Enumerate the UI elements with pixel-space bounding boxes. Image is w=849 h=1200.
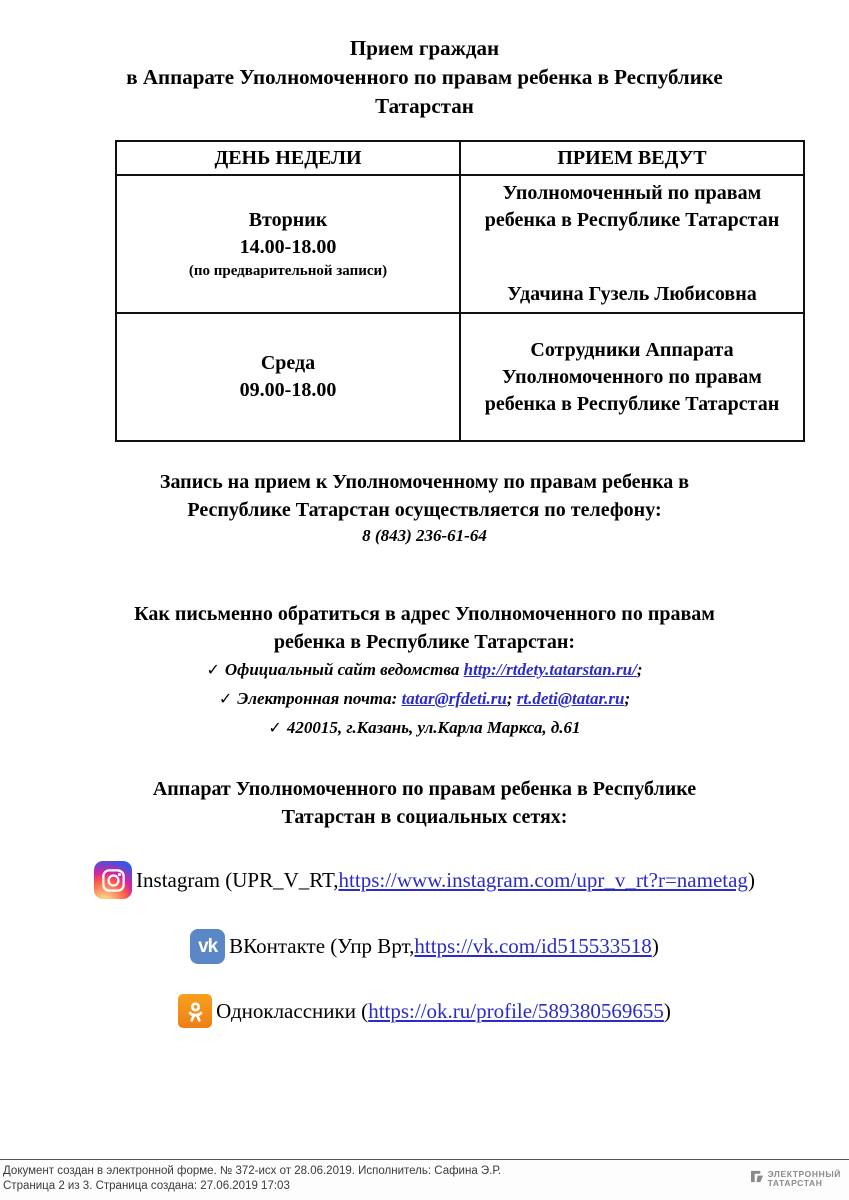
- website-link[interactable]: http://rtdety.tatarstan.ru/: [463, 660, 637, 679]
- schedule-table: [115, 140, 805, 442]
- ok-suffix: ): [663, 998, 671, 1023]
- page-title: [0, 0, 849, 121]
- footer-meta: [3, 1164, 501, 1194]
- ok-label: Одноклассники (: [216, 998, 369, 1023]
- checkmark-icon: ✓: [268, 720, 282, 737]
- social-networks-block: [0, 775, 849, 1028]
- cell-wednesday: [116, 313, 460, 441]
- instagram-suffix: ): [747, 867, 755, 892]
- instagram-link[interactable]: https://www.instagram.com/upr_v_rt?r=nametag: [338, 867, 748, 892]
- table-row: [116, 313, 804, 441]
- email-label: Электронная почта:: [237, 689, 402, 708]
- website-label: Официальный сайт ведомства: [224, 660, 464, 679]
- footer-logo-line-2: ТАТАРСТАН: [767, 1178, 823, 1188]
- vk-link[interactable]: https://vk.com/id515533518: [414, 934, 652, 958]
- staff-person: Удачина Гузель Любисовна: [507, 283, 757, 305]
- vk-label: ВКонтакте (Упр Врт,: [229, 934, 415, 958]
- vk-icon: vk: [190, 929, 225, 964]
- phone-appointment-block: [0, 468, 849, 548]
- header-reception-by: ПРИЕМ ВЕДУТ: [460, 141, 804, 175]
- contact-item-website: [0, 656, 849, 685]
- day-note: (по предварительной записи): [188, 263, 388, 279]
- instagram-icon: [94, 861, 132, 899]
- day-time: 14.00-18.00: [239, 236, 337, 258]
- electronic-tatarstan-logo-icon: [750, 1170, 765, 1188]
- social-row-instagram: [0, 861, 849, 899]
- checkmark-icon: ✓: [206, 662, 220, 679]
- instagram-label: Instagram (UPR_V_RT,: [136, 867, 339, 892]
- vk-suffix: ): [651, 934, 659, 958]
- contact-heading: [0, 600, 849, 656]
- title-line-1: Прием граждан: [349, 36, 500, 60]
- contact-item-email: [0, 685, 849, 714]
- cell-commissioner: [460, 175, 804, 313]
- footer-line-1: Документ создан в электронной форме. № 372-исх от 28.06.2019. Исполнитель: Сафина Э.Р.: [3, 1165, 502, 1177]
- title-line-3: Татарстан: [375, 94, 474, 118]
- footer-logo-text: [768, 1170, 841, 1189]
- header-day-of-week: ДЕНЬ НЕДЕЛИ: [116, 141, 460, 175]
- cell-tuesday: [116, 175, 460, 313]
- footer-logo-line-1: ЭЛЕКТРОННЫЙ: [767, 1168, 841, 1179]
- written-contact-block: [0, 600, 849, 743]
- email-link-1[interactable]: tatar@rfdeti.ru: [401, 689, 507, 708]
- electronic-tatarstan-logo: [750, 1170, 841, 1189]
- odnoklassniki-icon: [178, 994, 212, 1028]
- social-heading-line-2: Татарстан в социальных сетях:: [281, 806, 568, 828]
- contact-heading-line-1: Как письменно обратиться в адрес Уполномоченного по правам: [134, 603, 715, 625]
- contact-item-address: [0, 714, 849, 743]
- staff-title: Сотрудники Аппарата Уполномоченного по правам ребенка в Республике Татарстан: [484, 338, 780, 415]
- title-line-2: в Аппарате Уполномоченного по правам ребенка в Республике: [126, 65, 723, 89]
- social-heading-line-1: Аппарат Уполномоченного по правам ребенка в Республике: [152, 778, 697, 800]
- footer-line-2: Страница 2 из 3. Страница создана: 27.06.2019 17:03: [3, 1180, 290, 1192]
- day-name: Среда: [260, 352, 316, 374]
- phone-number: 8 (843) 236-61-64: [362, 526, 487, 545]
- cell-staff: [460, 313, 804, 441]
- phone-text-line-1: Запись на прием к Уполномоченному по правам ребенка в: [159, 471, 690, 493]
- staff-title: Уполномоченный по правам ребенка в Республике Татарстан: [484, 182, 780, 231]
- email-link-2[interactable]: rt.deti@tatar.ru: [516, 689, 625, 708]
- day-name: Вторник: [248, 209, 328, 231]
- email-separator: ;: [506, 689, 517, 708]
- email-suffix: ;: [624, 689, 631, 708]
- phone-text-line-2: Республике Татарстан осуществляется по телефону:: [187, 499, 662, 521]
- social-row-ok: [0, 994, 849, 1028]
- postal-address: 420015, г.Казань, ул.Карла Маркса, д.61: [286, 718, 581, 737]
- day-time: 09.00-18.00: [239, 379, 337, 401]
- table-header-row: [116, 141, 804, 175]
- document-footer: [0, 1159, 849, 1200]
- table-row: [116, 175, 804, 313]
- checkmark-icon: ✓: [218, 691, 233, 708]
- ok-link[interactable]: https://ok.ru/profile/589380569655: [368, 998, 664, 1023]
- website-suffix: ;: [636, 660, 643, 679]
- social-row-vk: [0, 929, 849, 964]
- contact-heading-line-2: ребенка в Республике Татарстан:: [273, 631, 576, 653]
- social-heading: [0, 775, 849, 831]
